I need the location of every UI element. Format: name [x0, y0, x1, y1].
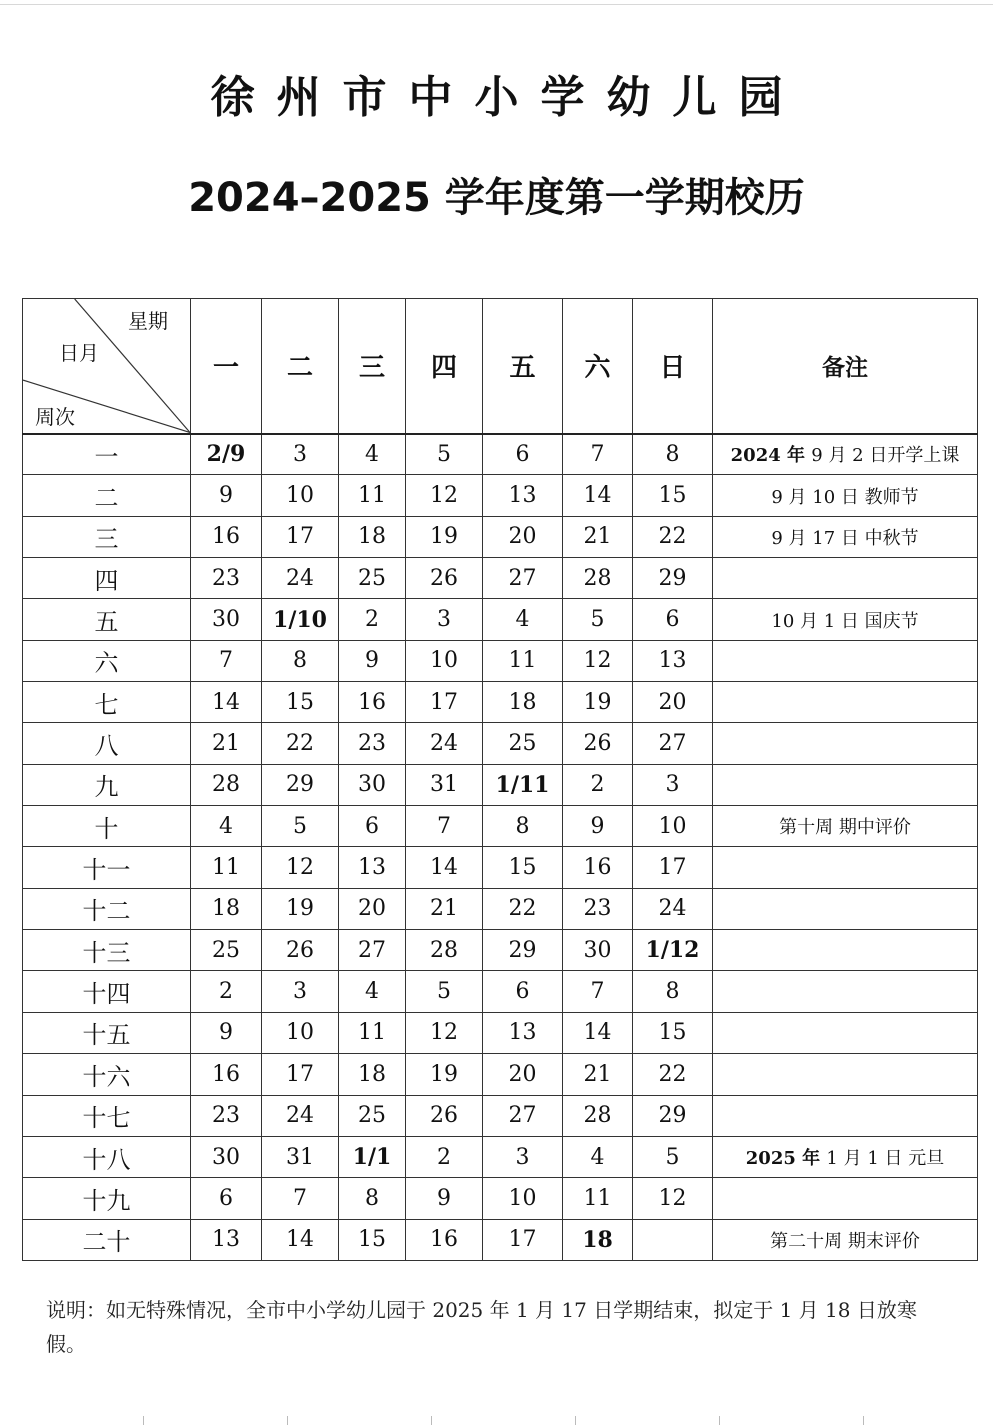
day-cell: 24 — [262, 558, 339, 599]
day-cell: 4 — [563, 1136, 633, 1177]
day-cell: 22 — [262, 723, 339, 764]
note-cell — [713, 434, 978, 475]
day-cell: 15 — [483, 847, 563, 888]
day-cell: 14 — [563, 1012, 633, 1053]
day-cell: 18 — [191, 888, 262, 929]
day-cell: 18 — [339, 1054, 406, 1095]
weekday-header: 六 — [563, 299, 633, 434]
note-cell — [713, 682, 978, 723]
day-cell: 30 — [191, 1136, 262, 1177]
day-cell: 21 — [191, 723, 262, 764]
note-cell — [713, 1012, 978, 1053]
day-cell: 6 — [483, 971, 563, 1012]
day-cell: 31 — [406, 764, 483, 805]
corner-label-date: 日月 — [59, 341, 99, 365]
day-cell: 20 — [483, 516, 563, 557]
day-cell: 20 — [339, 888, 406, 929]
day-cell: 13 — [483, 475, 563, 516]
day-cell: 10 — [262, 1012, 339, 1053]
day-cell: 26 — [563, 723, 633, 764]
week-number-cell: 十九 — [23, 1178, 191, 1219]
table-row — [23, 640, 978, 681]
day-cell: 16 — [191, 516, 262, 557]
day-cell: 9 — [191, 475, 262, 516]
day-cell: 19 — [406, 516, 483, 557]
table-row — [23, 1219, 978, 1260]
day-cell: 10 — [483, 1178, 563, 1219]
day-cell: 27 — [633, 723, 713, 764]
day-cell: 11 — [191, 847, 262, 888]
header-row — [23, 299, 978, 434]
note-cell — [713, 640, 978, 681]
week-number-cell: 九 — [23, 764, 191, 805]
day-cell: 21 — [406, 888, 483, 929]
day-cell: 21 — [563, 516, 633, 557]
day-cell: 22 — [483, 888, 563, 929]
day-cell: 6 — [633, 599, 713, 640]
day-cell: 14 — [406, 847, 483, 888]
note-text: 9 月 17 日 中秋节 — [771, 527, 919, 549]
day-cell: 4 — [191, 806, 262, 847]
week-number-cell: 十三 — [23, 930, 191, 971]
day-cell: 7 — [191, 640, 262, 681]
day-cell: 2 — [339, 599, 406, 640]
day-cell: 26 — [406, 558, 483, 599]
day-cell: 19 — [406, 1054, 483, 1095]
school-calendar-table — [22, 298, 978, 1261]
week-number-cell: 十六 — [23, 1054, 191, 1095]
table-row — [23, 682, 978, 723]
day-cell: 4 — [483, 599, 563, 640]
day-cell: 10 — [406, 640, 483, 681]
table-row — [23, 764, 978, 805]
note-cell — [713, 1136, 978, 1177]
day-cell: 13 — [339, 847, 406, 888]
table-row — [23, 806, 978, 847]
day-cell: 6 — [191, 1178, 262, 1219]
note-year: 2024 年 — [730, 445, 812, 467]
day-cell: 15 — [633, 1012, 713, 1053]
day-cell: 9 — [191, 1012, 262, 1053]
note-cell — [713, 888, 978, 929]
day-cell: 1/1 — [339, 1136, 406, 1177]
day-cell: 11 — [339, 475, 406, 516]
day-cell: 1/10 — [262, 599, 339, 640]
day-cell: 5 — [633, 1136, 713, 1177]
day-cell: 24 — [262, 1095, 339, 1136]
day-cell: 3 — [406, 599, 483, 640]
weekday-header: 日 — [633, 299, 713, 434]
day-cell: 17 — [633, 847, 713, 888]
day-cell: 12 — [406, 1012, 483, 1053]
week-number-cell: 十二 — [23, 888, 191, 929]
day-cell: 15 — [339, 1219, 406, 1260]
day-cell: 26 — [262, 930, 339, 971]
week-number-cell: 二十 — [23, 1219, 191, 1260]
corner-label-weekday: 星期 — [128, 309, 168, 333]
bottom-edge-marks — [0, 1416, 993, 1425]
week-number-cell: 六 — [23, 640, 191, 681]
day-cell: 8 — [483, 806, 563, 847]
note-cell — [713, 723, 978, 764]
day-cell: 8 — [633, 434, 713, 475]
week-number-cell: 二 — [23, 475, 191, 516]
day-cell: 12 — [406, 475, 483, 516]
week-number-cell: 十四 — [23, 971, 191, 1012]
day-cell — [633, 1219, 713, 1260]
table-row — [23, 847, 978, 888]
day-cell: 9 — [563, 806, 633, 847]
day-cell: 18 — [483, 682, 563, 723]
day-cell: 5 — [262, 806, 339, 847]
note-text: 第十周 期中评价 — [779, 817, 911, 839]
day-cell: 23 — [563, 888, 633, 929]
table-row — [23, 516, 978, 557]
day-cell: 30 — [563, 930, 633, 971]
note-text: 第二十周 期末评价 — [770, 1230, 920, 1252]
note-cell — [713, 599, 978, 640]
note-cell — [713, 1095, 978, 1136]
weekday-header: 五 — [483, 299, 563, 434]
day-cell: 6 — [483, 434, 563, 475]
day-cell: 25 — [483, 723, 563, 764]
day-cell: 5 — [406, 434, 483, 475]
week-number-cell: 一 — [23, 434, 191, 475]
day-cell: 14 — [191, 682, 262, 723]
day-cell: 15 — [633, 475, 713, 516]
note-cell — [713, 1054, 978, 1095]
day-cell: 11 — [563, 1178, 633, 1219]
day-cell: 25 — [339, 558, 406, 599]
day-cell: 24 — [633, 888, 713, 929]
day-cell: 29 — [633, 558, 713, 599]
day-cell: 30 — [191, 599, 262, 640]
day-cell: 2 — [563, 764, 633, 805]
day-cell: 23 — [191, 558, 262, 599]
day-cell: 14 — [262, 1219, 339, 1260]
day-cell: 22 — [633, 1054, 713, 1095]
note-cell — [713, 1178, 978, 1219]
table-row — [23, 930, 978, 971]
day-cell: 10 — [633, 806, 713, 847]
table-row — [23, 1095, 978, 1136]
day-cell: 1/12 — [633, 930, 713, 971]
note-cell — [713, 971, 978, 1012]
note-cell — [713, 475, 978, 516]
week-number-cell: 五 — [23, 599, 191, 640]
weekday-header: 三 — [339, 299, 406, 434]
day-cell: 15 — [262, 682, 339, 723]
day-cell: 11 — [339, 1012, 406, 1053]
day-cell: 23 — [339, 723, 406, 764]
day-cell: 19 — [563, 682, 633, 723]
day-cell: 18 — [339, 516, 406, 557]
day-cell: 28 — [563, 1095, 633, 1136]
day-cell: 13 — [191, 1219, 262, 1260]
day-cell: 26 — [406, 1095, 483, 1136]
day-cell: 16 — [191, 1054, 262, 1095]
top-divider — [0, 4, 993, 5]
day-cell: 29 — [633, 1095, 713, 1136]
table-row — [23, 1012, 978, 1053]
day-cell: 8 — [633, 971, 713, 1012]
day-cell: 7 — [406, 806, 483, 847]
day-cell: 25 — [339, 1095, 406, 1136]
day-cell: 5 — [563, 599, 633, 640]
notes-header: 备注 — [713, 299, 978, 434]
day-cell: 20 — [483, 1054, 563, 1095]
day-cell: 3 — [262, 434, 339, 475]
day-cell: 8 — [339, 1178, 406, 1219]
day-cell: 28 — [563, 558, 633, 599]
day-cell: 13 — [633, 640, 713, 681]
day-cell: 23 — [191, 1095, 262, 1136]
day-cell: 11 — [483, 640, 563, 681]
week-number-cell: 七 — [23, 682, 191, 723]
note-cell — [713, 930, 978, 971]
day-cell: 13 — [483, 1012, 563, 1053]
day-cell: 29 — [483, 930, 563, 971]
day-cell: 9 — [406, 1178, 483, 1219]
day-cell: 27 — [483, 1095, 563, 1136]
day-cell: 17 — [262, 1054, 339, 1095]
note-text: 10 月 1 日 国庆节 — [771, 610, 919, 632]
day-cell: 16 — [339, 682, 406, 723]
day-cell: 12 — [633, 1178, 713, 1219]
day-cell: 7 — [563, 434, 633, 475]
note-year: 2025 年 — [745, 1148, 827, 1170]
page-subtitle: 2024–2025 学年度第一学期校历 — [188, 175, 805, 221]
table-row — [23, 971, 978, 1012]
day-cell: 17 — [262, 516, 339, 557]
table-row — [23, 1136, 978, 1177]
table-row — [23, 888, 978, 929]
day-cell: 8 — [262, 640, 339, 681]
day-cell: 6 — [339, 806, 406, 847]
note-cell — [713, 516, 978, 557]
note-text: 9 月 2 日开学上课 — [811, 445, 960, 467]
day-cell: 25 — [191, 930, 262, 971]
table-row — [23, 723, 978, 764]
page-title: 徐州市中小学幼儿园 — [210, 72, 805, 123]
day-cell: 16 — [563, 847, 633, 888]
day-cell: 4 — [339, 971, 406, 1012]
day-cell: 3 — [262, 971, 339, 1012]
note-cell — [713, 847, 978, 888]
table-row — [23, 434, 978, 475]
week-number-cell: 十七 — [23, 1095, 191, 1136]
note-text: 9 月 10 日 教师节 — [771, 486, 919, 508]
day-cell: 30 — [339, 764, 406, 805]
table-row — [23, 1054, 978, 1095]
day-cell: 17 — [406, 682, 483, 723]
day-cell: 18 — [563, 1219, 633, 1260]
day-cell: 21 — [563, 1054, 633, 1095]
day-cell: 10 — [262, 475, 339, 516]
day-cell: 12 — [563, 640, 633, 681]
day-cell: 14 — [563, 475, 633, 516]
day-cell: 17 — [483, 1219, 563, 1260]
note-cell — [713, 558, 978, 599]
day-cell: 24 — [406, 723, 483, 764]
day-cell: 12 — [262, 847, 339, 888]
day-cell: 28 — [191, 764, 262, 805]
corner-header-cell — [23, 299, 191, 434]
corner-label-week: 周次 — [35, 405, 75, 429]
table-row — [23, 1178, 978, 1219]
weekday-header: 四 — [406, 299, 483, 434]
day-cell: 22 — [633, 516, 713, 557]
note-cell — [713, 1219, 978, 1260]
day-cell: 2 — [406, 1136, 483, 1177]
week-number-cell: 十 — [23, 806, 191, 847]
day-cell: 4 — [339, 434, 406, 475]
day-cell: 1/11 — [483, 764, 563, 805]
day-cell: 3 — [633, 764, 713, 805]
day-cell: 7 — [563, 971, 633, 1012]
week-number-cell: 十五 — [23, 1012, 191, 1053]
note-cell — [713, 764, 978, 805]
day-cell: 3 — [483, 1136, 563, 1177]
note-cell — [713, 806, 978, 847]
week-number-cell: 十八 — [23, 1136, 191, 1177]
day-cell: 19 — [262, 888, 339, 929]
day-cell: 2/9 — [191, 434, 262, 475]
weekday-header: 一 — [191, 299, 262, 434]
day-cell: 20 — [633, 682, 713, 723]
week-number-cell: 十一 — [23, 847, 191, 888]
day-cell: 29 — [262, 764, 339, 805]
day-cell: 27 — [483, 558, 563, 599]
week-number-cell: 三 — [23, 516, 191, 557]
day-cell: 2 — [191, 971, 262, 1012]
day-cell: 9 — [339, 640, 406, 681]
footnote: 说明：如无特殊情况，全市中小学幼儿园于 2025 年 1 月 17 日学期结束，拟定于 1 月 18 日放寒假。 — [46, 1298, 917, 1356]
day-cell: 7 — [262, 1178, 339, 1219]
table-row — [23, 558, 978, 599]
day-cell: 31 — [262, 1136, 339, 1177]
day-cell: 16 — [406, 1219, 483, 1260]
weekday-header: 二 — [262, 299, 339, 434]
week-number-cell: 四 — [23, 558, 191, 599]
note-text: 1 月 1 日 元旦 — [826, 1148, 945, 1170]
day-cell: 5 — [406, 971, 483, 1012]
day-cell: 28 — [406, 930, 483, 971]
table-row — [23, 599, 978, 640]
week-number-cell: 八 — [23, 723, 191, 764]
day-cell: 27 — [339, 930, 406, 971]
table-row — [23, 475, 978, 516]
